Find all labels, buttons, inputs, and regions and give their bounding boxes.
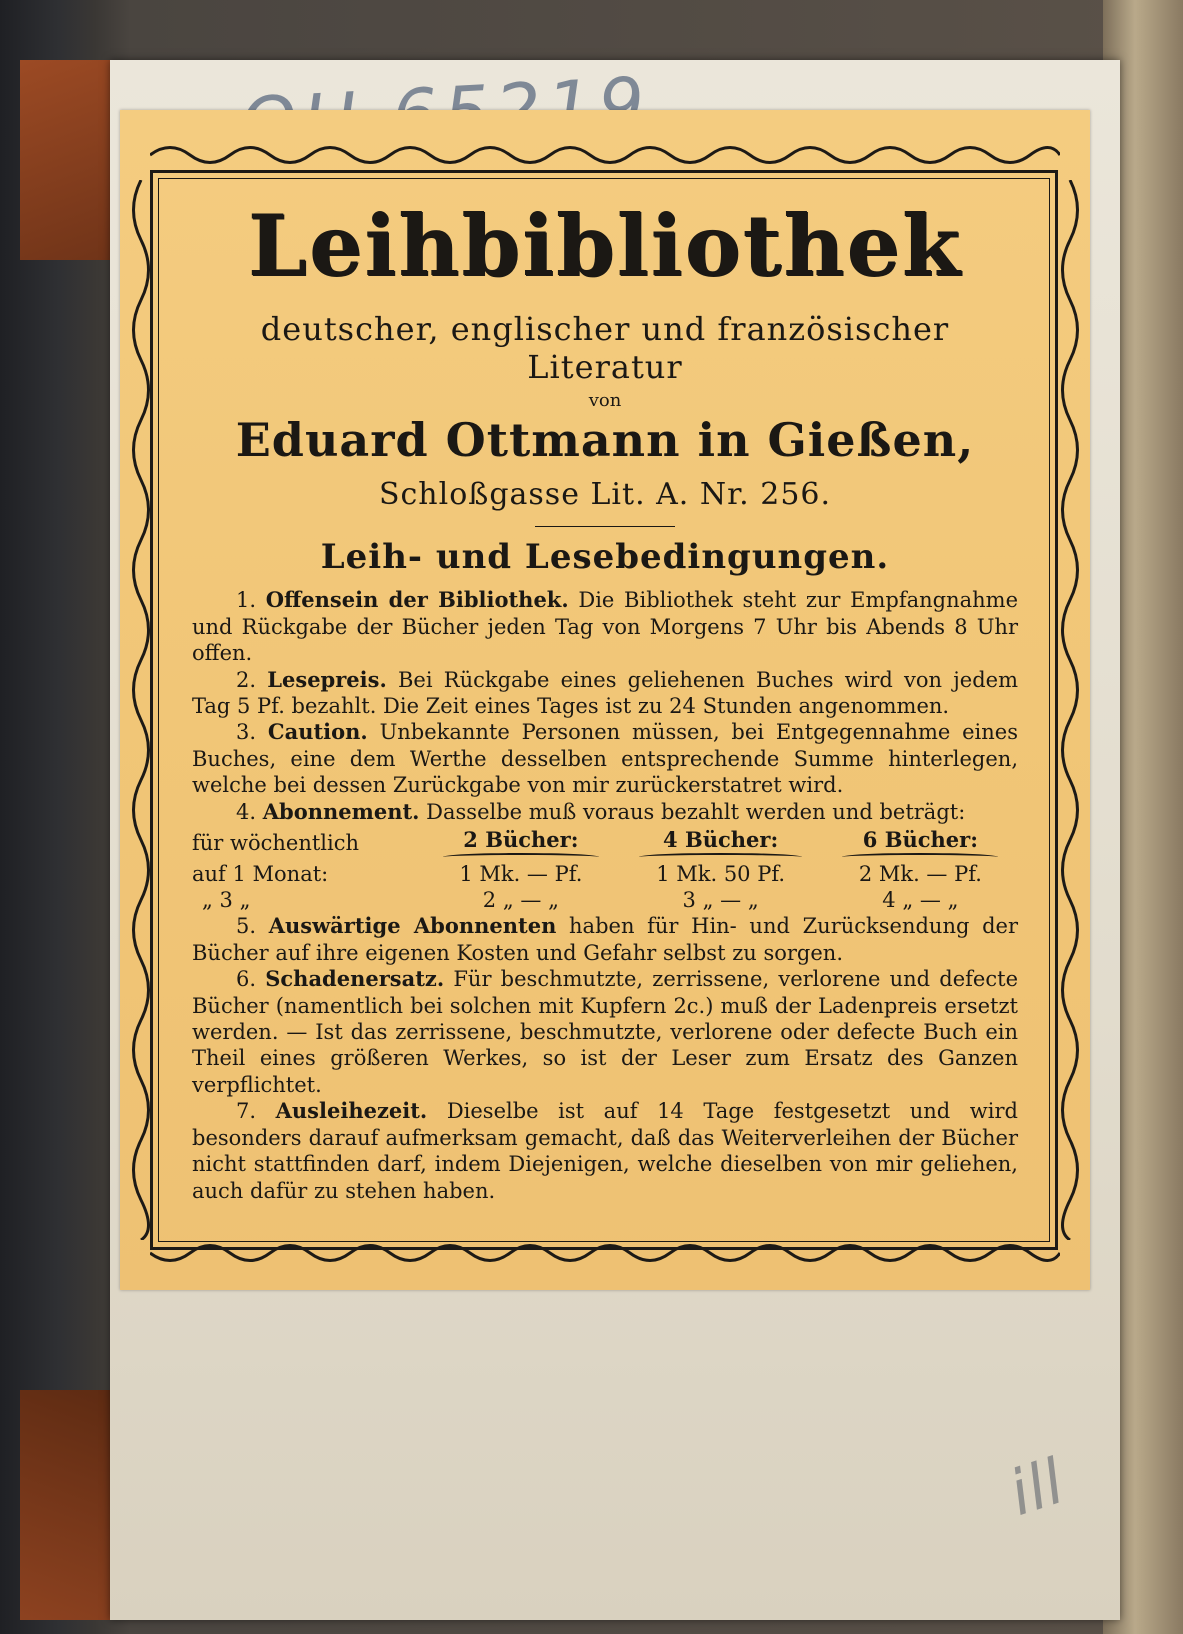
label-owner: Eduard Ottmann in Gießen,: [235, 413, 975, 468]
price-row-label: auf 1 Monat:: [192, 862, 329, 887]
price-header: 2 Bücher:: [423, 825, 618, 861]
term-item: 5. Auswärtige Abonnenten haben für Hin- und Zurücksendung der Bücher auf ihre eigenen Kosten und Gefahr selbst zu sorgen.: [192, 913, 1018, 965]
terms-list: [180, 587, 1030, 1204]
terms-heading: Leih- und Lesebedingungen.: [320, 537, 890, 578]
label-subtitle: deutscher, englischer und französischer Literatur: [260, 310, 950, 387]
price-table-header: [192, 825, 1018, 861]
divider: [535, 526, 675, 527]
library-label: [120, 110, 1090, 1290]
label-von: von: [588, 390, 622, 412]
label-address: Schloßgasse Lit. A. Nr. 256.: [378, 477, 832, 513]
term-item: 6. Schadenersatz. Für beschmutzte, zerrissene, verlorene und defecte Bücher (namentlich bei solchen mit Kupfern 2c.) muß der Ladenpreis ersetzt werden. — Ist das zerrissene, beschmutzte, verlorene oder defecte Buch ein Theil eines größeren Werkes, so ist der Leser zum Ersatz des Ganzen verpflichtet.: [192, 966, 1018, 1097]
price-cell: 1 Mk. 50 Pf.: [656, 862, 786, 887]
label-content: [180, 190, 1030, 1204]
term-item: 2. Lesepreis. Bei Rückgabe eines geliehenen Buches wird von jedem Tag 5 Pf. bezahlt. Die Zeit eines Tages ist zu 24 Stunden angenommen.: [192, 666, 1018, 719]
term-item: 1. Offensein der Bibliothek. Die Bibliothek steht zur Empfangnahme und Rückgabe der Bücher jeden Tag von Morgens 7 Uhr bis Abends 8 Uhr offen.: [192, 587, 1018, 666]
term-item: 3. Caution. Unbekannte Personen müssen, bei Entgegennahme eines Buches, eine dem Werthe desselben entsprechende Summe hinterlegen, welche bei dessen Zurückgabe von mir zurückerstatret wird.: [192, 719, 1018, 798]
label-title: Leihbibliothek: [247, 196, 963, 295]
price-header: 6 Bücher:: [823, 825, 1018, 861]
price-label-col: für wöchentlich: [192, 831, 360, 856]
price-cell: 1 Mk. — Pf.: [459, 862, 583, 887]
price-header: 4 Bücher:: [618, 825, 822, 861]
price-cell: 3 „ — „: [682, 888, 759, 913]
pencil-mark: ill: [1000, 1444, 1073, 1530]
term-item: 7. Ausleihezeit. Dieselbe ist auf 14 Tage festgesetzt und wird besonders darauf aufmerksam gemacht, daß das Weiterverleihen der Bücher nicht stattfinden darf, indem Diejenigen, welche dieselben von mir geliehen, auch dafür zu stehen haben.: [192, 1098, 1018, 1203]
price-cell: 4 „ — „: [882, 888, 959, 913]
price-row: [192, 861, 1018, 887]
price-cell: 2 „ — „: [482, 888, 559, 913]
ornament-top-border-icon: [150, 140, 1060, 170]
price-table: [192, 825, 1018, 913]
price-row: [192, 887, 1018, 913]
term-item: 4. Abonnement. Dasselbe muß voraus bezahlt werden und beträgt:: [236, 798, 966, 824]
price-cell: 2 Mk. — Pf.: [858, 862, 982, 887]
price-row-label: „ 3 „: [202, 888, 251, 913]
ornament-right-border-icon: [1055, 180, 1085, 1240]
